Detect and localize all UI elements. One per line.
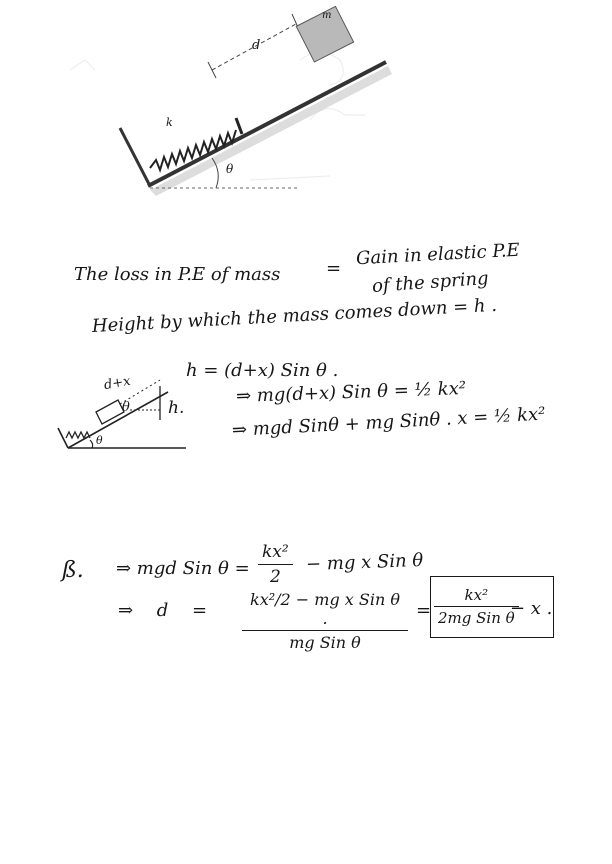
statement-equals: = bbox=[326, 258, 342, 279]
rearranged-fraction bbox=[258, 542, 293, 587]
solution-fraction-den: mg Sin θ bbox=[289, 633, 361, 652]
fraction-bar bbox=[242, 630, 408, 631]
sketch-label-dx: d+x bbox=[102, 373, 132, 394]
final-answer-num: kx² bbox=[464, 586, 489, 604]
rearranged-lhs: ⇒ mgd Sin θ = bbox=[116, 558, 250, 579]
sketch-label-h: h. bbox=[168, 398, 185, 418]
solution-fraction-num: kx²/2 − mg x Sin θ . bbox=[250, 590, 400, 628]
expanded-equation: ⇒ mgd Sinθ + mg Sinθ . x = ½ kx² bbox=[231, 403, 546, 441]
solution-fraction bbox=[242, 590, 408, 652]
fraction-bar bbox=[434, 606, 519, 607]
solution-lhs: ⇒ d = bbox=[118, 600, 208, 621]
figure-label-k: k bbox=[166, 116, 173, 129]
height-equation: h = (d+x) Sin θ . bbox=[186, 360, 339, 381]
final-answer-fraction bbox=[434, 586, 519, 627]
sketch-label-theta: θ bbox=[122, 400, 130, 415]
fraction-bar bbox=[258, 564, 293, 565]
step-marker: ß. bbox=[62, 558, 84, 583]
statement-gain-elastic: Gain in elastic P.E bbox=[355, 239, 521, 270]
figure-label-theta: θ bbox=[226, 162, 234, 176]
figure-label-m: m bbox=[322, 10, 332, 21]
statement-loss-pe: The loss in P.E of mass bbox=[74, 264, 281, 285]
solution-equals: = bbox=[416, 600, 432, 621]
sketch-label-theta-small: θ bbox=[96, 434, 103, 447]
energy-equation: ⇒ mg(d+x) Sin θ = ½ kx² bbox=[235, 377, 467, 407]
statement-of-spring: of the spring bbox=[371, 267, 490, 298]
rearranged-fraction-num: kx² bbox=[262, 542, 289, 562]
final-answer-den: 2mg Sin θ bbox=[438, 609, 515, 627]
figure-label-d: d bbox=[252, 38, 261, 53]
final-answer-tail: − x . bbox=[510, 598, 553, 619]
rearranged-fraction-den: 2 bbox=[269, 567, 281, 587]
height-statement: Height by which the mass comes down = h . bbox=[91, 294, 498, 337]
rearranged-rhs: − mg x Sin θ bbox=[305, 549, 424, 576]
